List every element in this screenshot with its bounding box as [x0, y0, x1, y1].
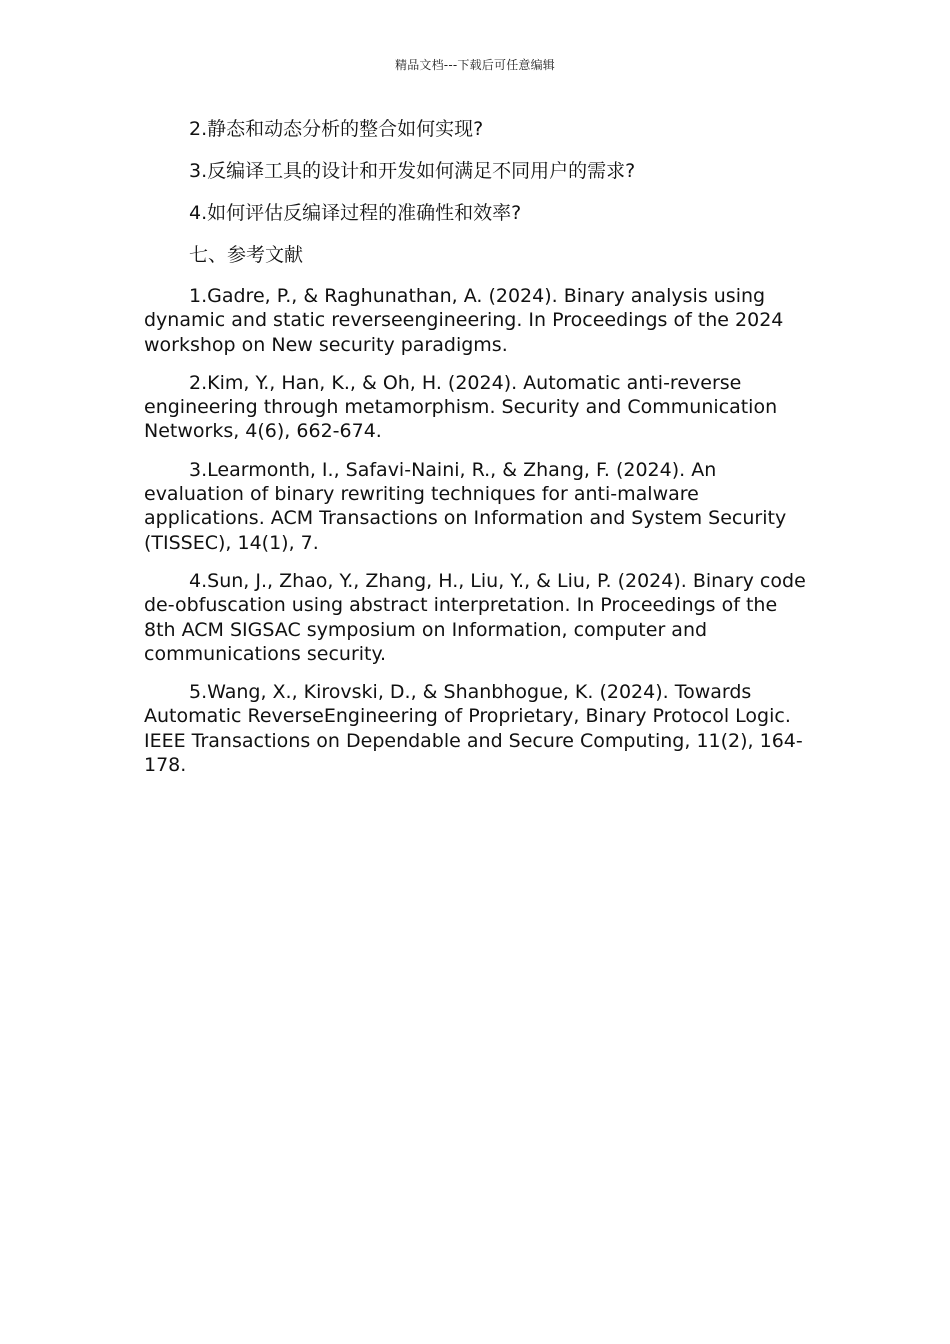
reference-item-5: 5.Wang, X., Kirovski, D., & Shanbhogue, K. (2024). Towards Automatic ReverseEngineering of Proprietary, Binary Protocol Logic. IEEE Transactions on Dependable and Secure Computing, 11(2), 164-178.	[144, 681, 803, 777]
research-question-3: 3.反编译工具的设计和开发如何满足不同用户的需求?	[189, 160, 636, 182]
document-body	[144, 116, 814, 791]
references-heading: 七、参考文献	[189, 244, 304, 266]
page-header: 精品文档---下载后可任意编辑	[395, 58, 555, 72]
research-question-2: 2.静态和动态分析的整合如何实现?	[189, 118, 484, 140]
reference-item-3: 3.Learmonth, I., Safavi-Naini, R., & Zhang, F. (2024). An evaluation of binary rewriting techniques for anti-malware applications. ACM Transactions on Information and System Security (TISSEC), 14(1), 7.	[144, 458, 787, 554]
reference-item-1: 1.Gadre, P., & Raghunathan, A. (2024). Binary analysis using dynamic and static reverseengineering. In Proceedings of the 2024 workshop on New security paradigms.	[144, 285, 784, 356]
reference-item-2: 2.Kim, Y., Han, K., & Oh, H. (2024). Automatic anti-reverse engineering through metamorphism. Security and Communication Networks, 4(6), 662-674.	[144, 371, 778, 443]
reference-item-4: 4.Sun, J., Zhao, Y., Zhang, H., Liu, Y., & Liu, P. (2024). Binary code de-obfuscation using abstract interpretation. In Proceedings of the 8th ACM SIGSAC symposium on Information, computer and communications security.	[144, 569, 806, 665]
research-question-4: 4.如何评估反编译过程的准确性和效率?	[189, 202, 522, 224]
